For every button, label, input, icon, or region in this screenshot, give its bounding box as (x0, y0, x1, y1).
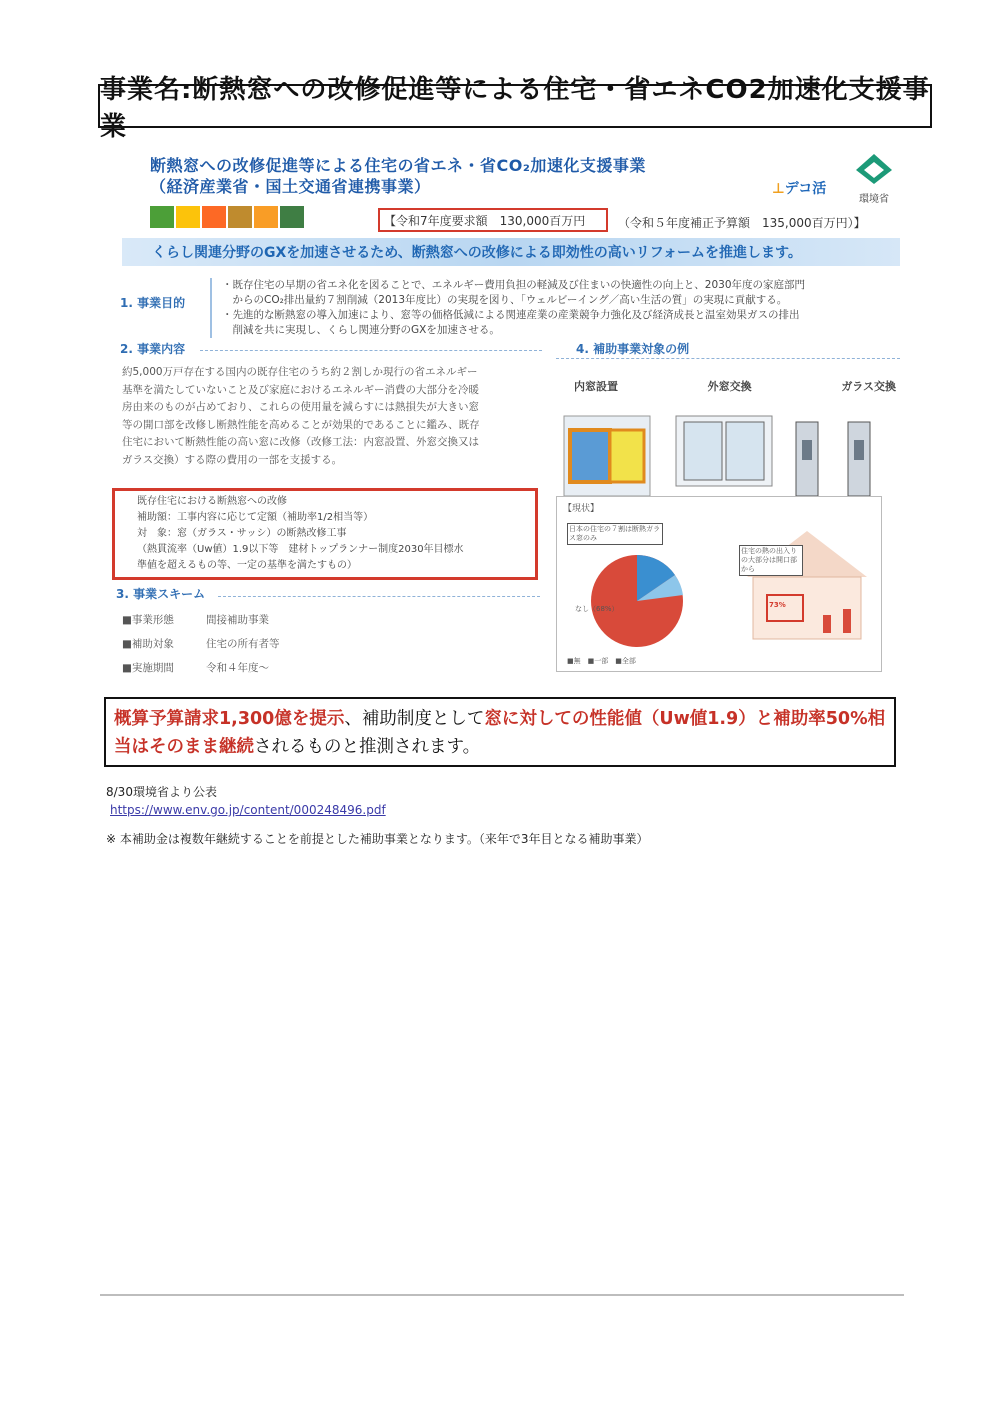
list-item: ■事業形態 間接補助事業 (122, 614, 269, 626)
doc-title-line2: （経済産業省・国土交通省連携事業） (150, 177, 431, 196)
source-link[interactable]: https://www.env.go.jp/content/000248496.pdf (110, 803, 386, 817)
env-ministry-logo: 環境省 (848, 152, 900, 205)
published-note: 8/30環境省より公表 (106, 785, 217, 799)
example-label: 内窓設置 (574, 380, 618, 393)
inner-window-illustration (564, 416, 650, 496)
sdg-icon (228, 206, 252, 228)
conclusion-text: されるものと推測されます。 (254, 737, 481, 757)
purpose-text: ・既存住宅の早期の省エネ化を図ることで、エネルギー費用負担の軽減及び住まいの快適性の向上と、2030年度の家庭部門 からのCO₂排出量約７割削減（2013年度比）の実現を図り、「ウェルビーイング／高い生活の質」の実現に貢献する。 ・先進的な断熱窓の導入加速により、窓等の価格低減による関連産業の産業競争力強化及び経済成長と温室効果ガスの排出 削減を共に実現し、くらし関連分野のGXを加速させる。 (210, 278, 900, 338)
budget-request: 【令和7年度要求額 130,000百万円 (378, 208, 608, 232)
sdg-icon (280, 206, 304, 228)
conclusion-text: 、補助制度として (344, 709, 485, 729)
section-content-title: 2. 事業内容 (120, 342, 186, 356)
sdg-icon (176, 206, 200, 228)
conclusion-highlight: 概算予算請求1,300億を提示 (114, 709, 345, 729)
examples-panel (556, 378, 900, 394)
divider (556, 358, 900, 359)
doc-title (150, 155, 646, 197)
footnote: ※ 本補助金は複数年継続することを前提とした補助事業となります。（来年で3年目となる補助事業） (106, 832, 649, 846)
section-examples-title: 4. 補助事業対象の例 (576, 342, 690, 356)
conclusion-box (104, 697, 896, 767)
deko-logo: ⊥デコ活 (772, 181, 827, 197)
divider (218, 596, 540, 597)
env-ministry-icon (852, 152, 896, 186)
divider (200, 350, 542, 351)
status-panel: 【現状】 日本の住宅の７割は断熱ガラス窓のみ なし（68%） 住宅の熱の出入りの大部分は開口部から 73% ■無 ■一部 ■全部 (556, 496, 882, 672)
section-purpose-title: 1. 事業目的 (120, 296, 186, 310)
sdg-icon (202, 206, 226, 228)
window-illustrations (556, 406, 900, 502)
sdg-icon (150, 206, 174, 228)
doc-banner: くらし関連分野のGXを加速させるため、断熱窓への改修による即効性の高いリフォームを推進します。 (122, 238, 900, 266)
list-item: ■補助対象 住宅の所有者等 (122, 638, 280, 650)
content-text: 約5,000万戸存在する国内の既存住宅のうち約２割しか現行の省エネルギー 基準を満たしていないこと及び家庭におけるエネルギー消費の大部分を冷暖 房由来のものが占めており、これらの使用量を減らすには熱損失が大きい窓 等の開口部を改修し断熱性能を高めることが効果的であることに鑑み、既存 住宅において断熱性能の高い窓に改修（改修工法：内窓設置、外窓交換又は ガラス交換）する際の費用の一部を支援する。 (122, 366, 480, 466)
example-label: ガラス交換 (841, 380, 896, 393)
divider (100, 1294, 904, 1296)
sdg-icons (150, 206, 304, 228)
subsidy-details-box: 既存住宅における断熱窓への改修 補助額：工事内容に応じて定額（補助率1/2相当等） 対 象：窓（ガラス・サッシ）の断熱改修工事 （熱貫流率（Uw値）1.9以下等 建材トップランナー制度2030年目標水 準値を超えるもの等、一定の基準を満たすもの） (112, 488, 538, 580)
list-item: ■実施期間 令和４年度～ (122, 662, 269, 674)
glass-exchange-illustration (796, 422, 870, 496)
conclusion-highlight: 窓に対しての性能値（Uw値1.9）と補助率50%相当はそのまま継続 (114, 709, 886, 757)
sdg-icon (254, 206, 278, 228)
scheme-list (122, 608, 280, 680)
budget-previous: （令和５年度補正予算額 135,000百万円）】 (618, 216, 866, 230)
doc-title-line1: 断熱窓への改修促進等による住宅の省エネ・省CO₂加速化支援事業 (150, 156, 646, 175)
section-scheme-title: 3. 事業スキーム (116, 587, 206, 601)
outer-window-illustration (676, 416, 772, 486)
page-title: 事業名:断熱窓への改修促進等による住宅・省エネCO2加速化支援事業 (98, 84, 932, 128)
example-label: 外窓交換 (707, 380, 752, 393)
